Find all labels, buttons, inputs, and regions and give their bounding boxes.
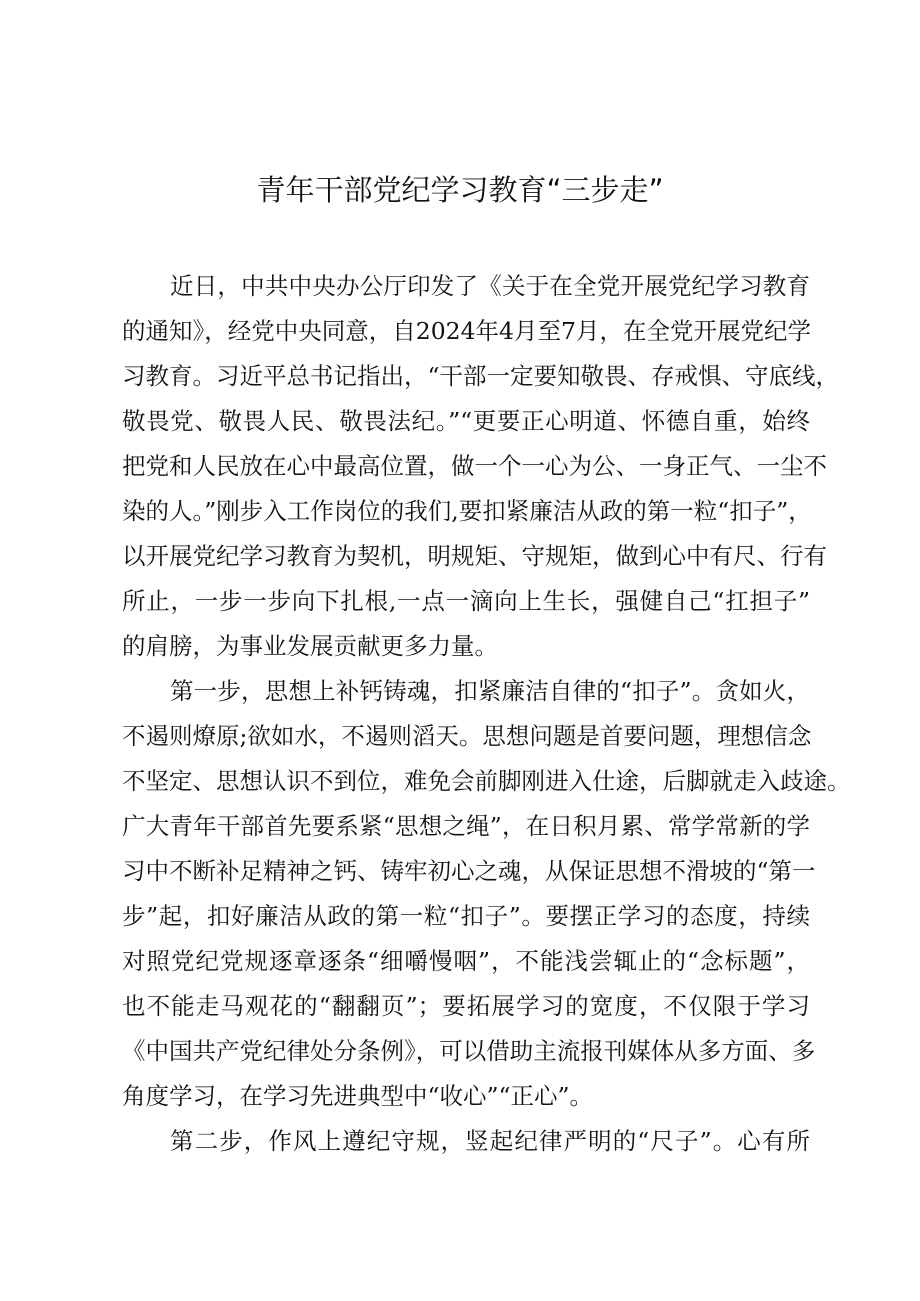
text-line: 不遏则燎原;欲如水，不遏则滔天。思想问题是首要问题，理想信念 [122,722,812,750]
text-line: 《中国共产党纪律处分条例》，可以借助主流报刊媒体从多方面、多 [122,1037,816,1065]
text-line: 习教育。习近平总书记指出，“干部一定要知敬畏、存戒惧、守底线， [122,362,840,390]
text-line: 敬畏党、敬畏人民、敬畏法纪。”“更要正心明道、怀德自重，始终 [122,407,810,435]
text-line: 习中不断补足精神之钙、铸牢初心之魂，从保证思想不滑坡的“第一 [122,857,816,885]
text-line: 广大青年干部首先要系紧“思想之绳”，在日积月累、常学常新的学 [122,812,810,840]
document-body [122,264,851,1164]
text-line: 也不能走马观花的“翻翻页”；要拓展学习的宽度，不仅限于学习 [122,992,810,1020]
text-line: 第一步，思想上补钙铸魂，扣紧廉洁自律的“扣子”。贪如火， [170,677,810,705]
document-title: 青年干部党纪学习教育“三步走” [256,173,664,207]
text-line: 步”起，扣好廉洁从政的第一粒“扣子”。要摆正学习的态度，持续 [122,902,810,930]
text-line: 所止，一步一步向下扎根,一点一滴向上生长，强健自己“扛担子” [122,587,810,615]
text-line: 角度学习，在学习先进典型中“收心”“正心”。 [122,1082,594,1110]
text-line: 以开展党纪学习教育为契机，明规矩、守规矩，做到心中有尺、行有 [122,542,827,570]
text-line: 不坚定、思想认识不到位，难免会前脚刚进入仕途，后脚就走入歧途。 [122,767,851,795]
text-line: 的肩膀，为事业发展贡献更多力量。 [122,632,498,660]
text-line: 染的人。”刚步入工作岗位的我们,要扣紧廉洁从政的第一粒“扣子”， [122,497,812,525]
text-line: 对照党纪党规逐章逐条“细嚼慢咽”，不能浅尝辄止的“念标题”， [122,947,810,975]
text-line: 的通知》，经党中央同意，自2024年4月至7月，在全党开展党纪学 [122,317,811,345]
text-line: 第二步，作风上遵纪守规，竖起纪律严明的“尺子”。心有所 [170,1127,810,1155]
text-line: 近日，中共中央办公厅印发了《关于在全党开展党纪学习教育 [170,272,810,300]
text-line: 把党和人民放在心中最高位置，做一个一心为公、一身正气、一尘不 [122,452,827,480]
